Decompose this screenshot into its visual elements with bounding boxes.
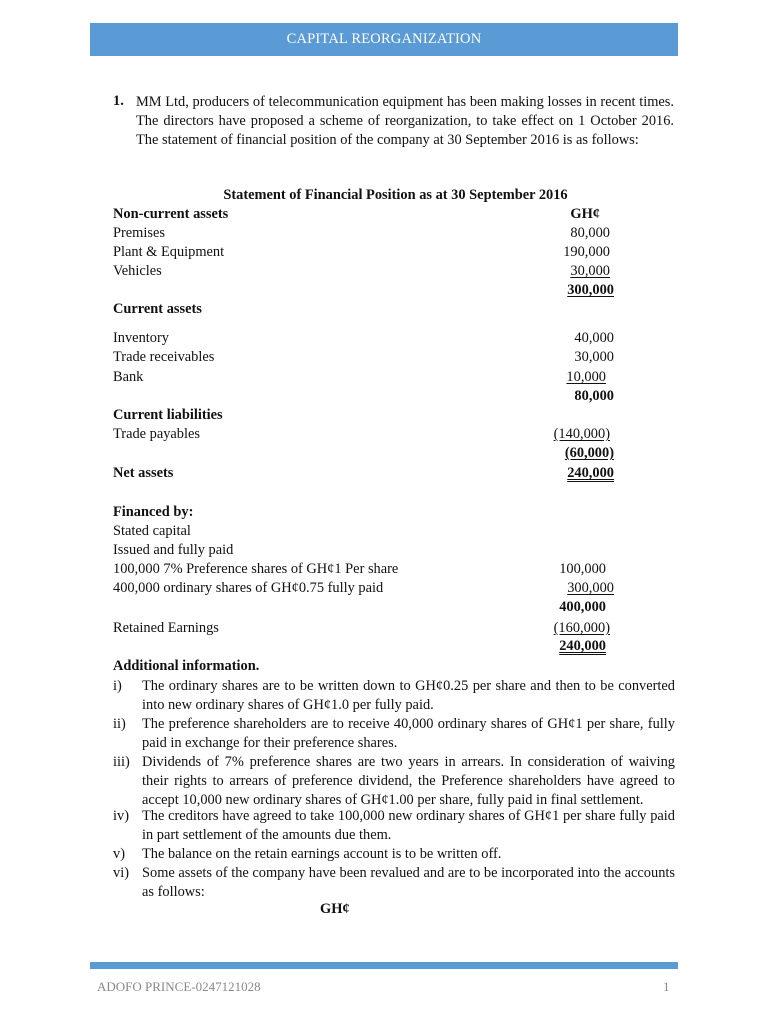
ord-shares-label: 400,000 ordinary shares of GH¢0.75 fully paid <box>113 580 384 596</box>
net-current-liabilities: (60,000) <box>564 445 614 461</box>
financed-by-heading: Financed by: <box>113 504 194 520</box>
info-item-text: The balance on the retain earnings account is to be written off. <box>142 846 502 862</box>
row-value-receivables: 30,000 <box>574 349 614 365</box>
info-item-number: iv) <box>113 808 129 824</box>
pref-shares-value: 100,000 <box>559 561 606 577</box>
row-label-vehicles: Vehicles <box>113 263 162 279</box>
row-label-plant: Plant & Equipment <box>113 244 225 260</box>
current-assets-heading: Current assets <box>113 301 202 317</box>
row-label-premises: Premises <box>113 225 165 241</box>
retained-earnings-label: Retained Earnings <box>113 620 219 636</box>
row-value-plant: 190,000 <box>563 244 610 260</box>
non-current-total: 300,000 <box>567 282 614 298</box>
info-item-text: Dividends of 7% preference shares are two years in arrears. In consideration of waiving their rights to arrears of preference dividend, the Preference shareholders have agreed to accept 10,000 new ordinary shares of GH¢1.00 per share, fully paid in final settlement. <box>142 754 675 809</box>
row-value-vehicles: 30,000 <box>570 263 610 279</box>
info-item <box>113 677 675 715</box>
info-item <box>113 715 675 753</box>
info-item <box>113 845 675 864</box>
info-item-number: vi) <box>113 865 129 881</box>
question-text: MM Ltd, producers of telecommunication equipment has been making losses in recent times. The directors have proposed a scheme of reorganization, to take effect on 1 October 2016. The statement of financial position of the company at 30 September 2016 is as follows: <box>136 94 674 149</box>
footer-author: ADOFO PRINCE-0247121028 <box>97 979 261 994</box>
stated-capital-label: Stated capital <box>113 523 191 539</box>
row-label-inventory: Inventory <box>113 330 169 346</box>
info-item-text: The ordinary shares are to be written down to GH¢0.25 per share and then to be converted into new ordinary shares of GH¢1.0 per fully paid. <box>142 678 675 714</box>
info-item <box>113 864 675 902</box>
issued-label: Issued and fully paid <box>113 542 234 558</box>
current-total: 80,000 <box>574 388 614 404</box>
capital-total: 400,000 <box>559 599 606 615</box>
additional-info-heading: Additional information. <box>113 658 260 674</box>
header-banner: CAPITAL REORGANIZATION <box>90 23 678 56</box>
row-value-payables: (140,000) <box>553 426 610 442</box>
row-label-receivables: Trade receivables <box>113 349 215 365</box>
info-item-text: The creditors have agreed to take 100,000 new ordinary shares of GH¢1 per share fully paid in part settlement of the amounts due them. <box>142 808 675 844</box>
statement-title: Statement of Financial Position as at 30 September 2016 <box>223 187 568 203</box>
ord-shares-value: 300,000 <box>567 580 614 596</box>
retained-earnings-value: (160,000) <box>553 620 610 636</box>
net-assets-label: Net assets <box>113 465 174 481</box>
net-assets-value: 240,000 <box>567 465 614 481</box>
non-current-heading: Non-current assets <box>113 206 229 222</box>
info-item-number: ii) <box>113 716 126 732</box>
row-value-inventory: 40,000 <box>574 330 614 346</box>
row-value-premises: 80,000 <box>570 225 610 241</box>
row-value-bank: 10,000 <box>566 369 606 385</box>
row-label-payables: Trade payables <box>113 426 200 442</box>
financed-total: 240,000 <box>559 638 606 654</box>
info-item-number: i) <box>113 678 122 694</box>
info-item-text: The preference shareholders are to receive 40,000 ordinary shares of GH¢1 per share, fully paid in exchange for their preference shares. <box>142 716 675 752</box>
question-number: 1. <box>113 93 124 109</box>
pref-shares-label: 100,000 7% Preference shares of GH¢1 Per share <box>113 561 399 577</box>
current-liabilities-heading: Current liabilities <box>113 407 223 423</box>
info-item <box>113 753 675 811</box>
revaluation-currency-header: GH¢ <box>320 901 350 917</box>
currency-header: GH¢ <box>570 206 600 222</box>
footer-bar <box>90 962 678 969</box>
info-item-text: Some assets of the company have been revalued and are to be incorporated into the accounts as follows: <box>142 865 675 901</box>
row-label-bank: Bank <box>113 369 144 385</box>
info-item-number: iii) <box>113 754 130 770</box>
info-item <box>113 807 675 845</box>
page-number: 1 <box>663 979 670 994</box>
info-item-number: v) <box>113 846 125 862</box>
